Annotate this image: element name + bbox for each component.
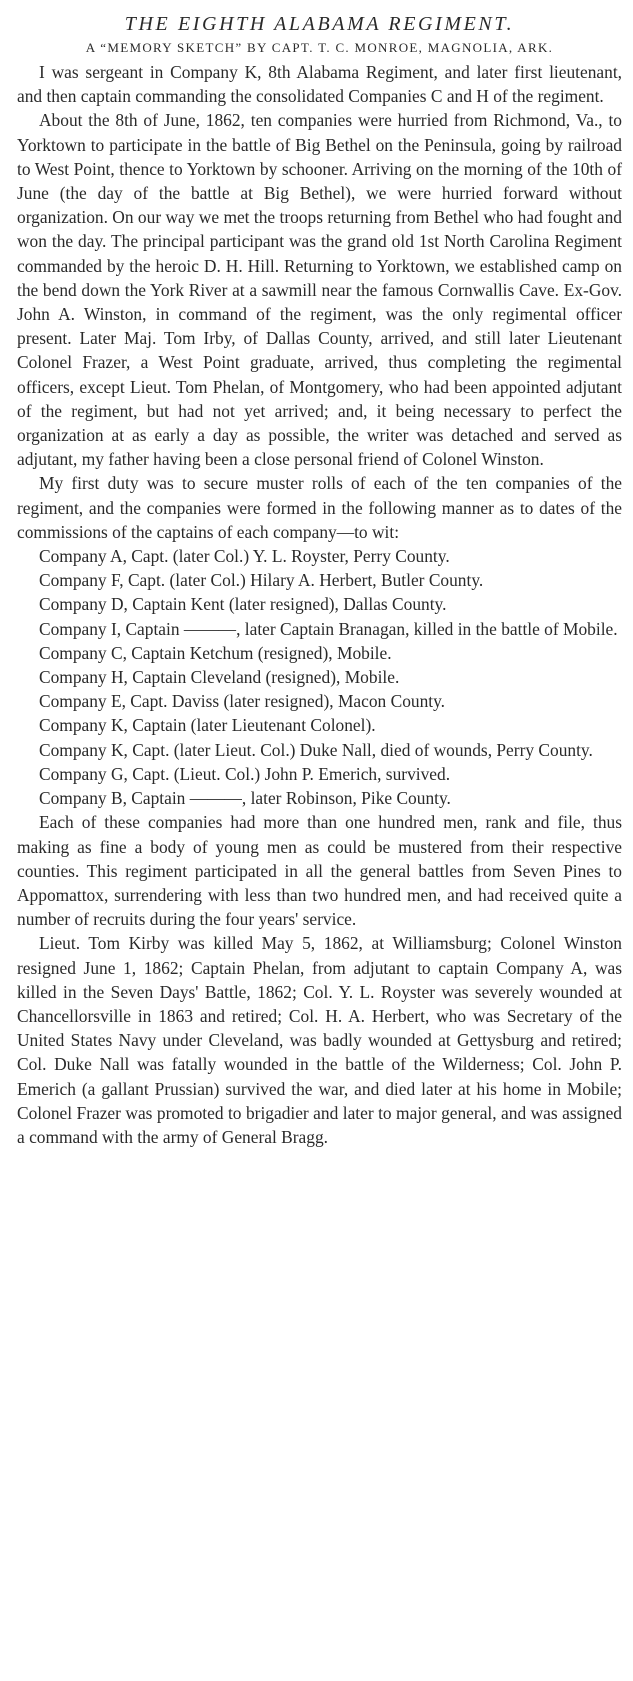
paragraph-intro: I was sergeant in Company K, 8th Alabama Regiment, and later first lieutenant, and then captain commanding the consolidated Companies C and H of the regiment. xyxy=(17,62,622,107)
company-entry: Company K, Capt. (later Lieut. Col.) Duke Nall, died of wounds, Perry County. xyxy=(39,739,593,760)
company-entry: Company E, Capt. Daviss (later resigned), Macon County. xyxy=(39,691,446,712)
company-entry: Company F, Capt. (later Col.) Hilary A. Herbert, Butler County. xyxy=(39,570,484,591)
paragraph-muster-rolls: My first duty was to secure muster rolls of each of the ten companies of the regiment, and the companies were formed in the following manner as to dates of the commissions of the captains of each company—to wit: xyxy=(17,473,622,542)
company-entry: Company B, Captain ———, later Robinson, Pike County. xyxy=(39,788,451,809)
article-title: THE EIGHTH ALABAMA REGIMENT. xyxy=(124,13,515,35)
company-entry: Company K, Captain (later Lieutenant Colonel). xyxy=(39,715,376,736)
company-entry: Company D, Captain Kent (later resigned), Dallas County. xyxy=(39,594,447,615)
company-entry: Company C, Captain Ketchum (resigned), Mobile. xyxy=(39,642,392,663)
paragraph-yorktown: About the 8th of June, 1862, ten companies were hurried from Richmond, Va., to Yorktown to participate in the battle of Big Bethel on the Peninsula, going by railroad to West Point, thence to Yorktown by schooner. Arriving on the morning of the 10th of June (the day of the battle at Big Bethel), we were hurried forward without organization. On our way we met the troops returning from Bethel who had fought and won the day. The principal participant was the grand old 1st North Carolina Regiment commanded by the heroic D. H. Hill. Returning to Yorktown, we established camp on the bend down the York River at a sawmill near the famous Cornwallis Cave. Ex-Gov. John A. Winston, in command of the regiment, was the only regimental officer present. Later Maj. Tom Irby, of Dallas County, arrived, and still later Lieutenant Colonel Frazer, a West Point graduate, arrived, thus completing the regimental officers, except Lieut. Tom Phelan, of Montgomery, who had been appointed adjutant of the regiment, but had not yet arrived; and, it being necessary to perfect the organization at as early a day as possible, the writer was detached and served as adjutant, my father having been a close personal friend of Colonel Winston. xyxy=(17,110,622,470)
article-byline: A “MEMORY SKETCH” BY CAPT. T. C. MONROE, MAGNOLIA, ARK. xyxy=(85,40,554,55)
company-entry: Company I, Captain ———, later Captain Branagan, killed in the battle of Mobile. xyxy=(39,618,618,639)
article-body xyxy=(17,60,622,1149)
company-entry: Company A, Capt. (later Col.) Y. L. Royster, Perry County. xyxy=(39,546,450,567)
paragraph-officer-fates: Lieut. Tom Kirby was killed May 5, 1862, at Williamsburg; Colonel Winston resigned June 1, 1862; Captain Phelan, from adjutant to captain Company A, was killed in the Seven Days' Battle, 1862; Col. Y. L. Royster was severely wounded at Chancellorsville in 1863 and retired; Col. H. A. Herbert, who was Secretary of the United States Navy under Cleveland, was badly wounded at Gettysburg and retired; Col. Duke Nall was fatally wounded in the battle of the Wilderness; Col. John P. Emerich (a gallant Prussian) survived the war, and died later at his home in Mobile; Colonel Frazer was promoted to brigadier and later to major general, and was assigned a command with the army of General Bragg. xyxy=(17,933,622,1147)
paragraph-companies-summary: Each of these companies had more than one hundred men, rank and file, thus making as fine a body of young men as could be mustered from their respective counties. This regiment participated in all the general battles from Seven Pines to Appomattox, surrendering with less than two hundred men, and had received quite a number of recruits during the four years' service. xyxy=(17,812,622,930)
company-entry: Company G, Capt. (Lieut. Col.) John P. Emerich, survived. xyxy=(39,763,451,784)
company-entry: Company H, Captain Cleveland (resigned), Mobile. xyxy=(39,667,400,688)
